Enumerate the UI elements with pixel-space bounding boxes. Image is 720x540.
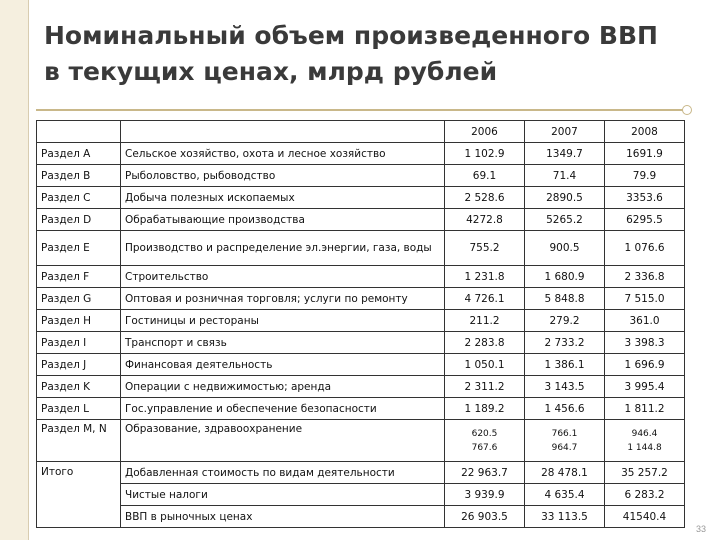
- row-code: Раздел B: [37, 165, 121, 187]
- value-2007: 1 680.9: [525, 266, 605, 288]
- value-2008: 79.9: [605, 165, 685, 187]
- side-decoration-line: [28, 0, 29, 540]
- value-2008: 1 811.2: [605, 398, 685, 420]
- table-row: [37, 231, 685, 266]
- table-row: [37, 187, 685, 209]
- table-row: [37, 376, 685, 398]
- table-row: [37, 310, 685, 332]
- value-2007: 28 478.1: [525, 462, 605, 484]
- value-2007: 900.5: [525, 231, 605, 266]
- title-divider-line: [36, 109, 688, 111]
- value-2006-b: 767.6: [471, 442, 498, 453]
- value-2007-b: 964.7: [551, 442, 578, 453]
- value-2008: 1 076.6: [605, 231, 685, 266]
- slide-title-line-2: в текущих ценах, млрд рублей: [44, 57, 498, 86]
- value-2006: 22 963.7: [445, 462, 525, 484]
- side-decoration-band: [0, 0, 28, 540]
- table-row: [37, 209, 685, 231]
- row-code: Раздел G: [37, 288, 121, 310]
- value-2007: 33 113.5: [525, 506, 605, 528]
- row-name: Гос.управление и обеспечение безопасности: [121, 398, 445, 420]
- year-header-2007: 2007: [525, 121, 605, 143]
- table-row: [37, 332, 685, 354]
- row-name: Образование, здравоохранение: [121, 420, 445, 462]
- table-row-mn: [37, 420, 685, 462]
- value-2007: 279.2: [525, 310, 605, 332]
- value-2008: 361.0: [605, 310, 685, 332]
- row-name: Чистые налоги: [121, 484, 445, 506]
- value-2006: 2 283.8: [445, 332, 525, 354]
- value-2006: 69.1: [445, 165, 525, 187]
- value-2008: [605, 420, 685, 462]
- value-2007: 71.4: [525, 165, 605, 187]
- slide-title-line-1: Номинальный объем произведенного ВВП: [44, 21, 658, 50]
- value-2007: [525, 420, 605, 462]
- table-row: [37, 143, 685, 165]
- value-2006: 2 528.6: [445, 187, 525, 209]
- table-row: [37, 266, 685, 288]
- table-row: [37, 165, 685, 187]
- table-row: [37, 398, 685, 420]
- row-code: Раздел H: [37, 310, 121, 332]
- value-2007: 3 143.5: [525, 376, 605, 398]
- value-2006: 4272.8: [445, 209, 525, 231]
- value-2008: 6295.5: [605, 209, 685, 231]
- header-empty-cell: [121, 121, 445, 143]
- header-empty-cell: [37, 121, 121, 143]
- value-2007: 5265.2: [525, 209, 605, 231]
- value-2008: 7 515.0: [605, 288, 685, 310]
- row-code: Раздел J: [37, 354, 121, 376]
- row-name: Операции с недвижимостью; аренда: [121, 376, 445, 398]
- row-code: Раздел I: [37, 332, 121, 354]
- row-name: Строительство: [121, 266, 445, 288]
- value-2006: [445, 420, 525, 462]
- row-code: Раздел M, N: [37, 420, 121, 462]
- row-name: Финансовая деятельность: [121, 354, 445, 376]
- value-2007-a: 766.1: [551, 428, 578, 439]
- value-2006: 2 311.2: [445, 376, 525, 398]
- value-2006: 1 189.2: [445, 398, 525, 420]
- row-name: ВВП в рыночных ценах: [121, 506, 445, 528]
- title-divider-dot: [682, 105, 692, 115]
- row-name: Производство и распределение эл.энергии, газа, воды: [121, 231, 445, 266]
- value-2008: 6 283.2: [605, 484, 685, 506]
- value-2006-a: 620.5: [471, 428, 498, 439]
- table-row: [37, 288, 685, 310]
- row-code: Раздел D: [37, 209, 121, 231]
- row-name: Оптовая и розничная торговля; услуги по ремонту: [121, 288, 445, 310]
- row-code: Раздел E: [37, 231, 121, 266]
- slide-title: [44, 18, 684, 90]
- value-2008: 3 398.3: [605, 332, 685, 354]
- section-rows: [37, 143, 685, 420]
- value-2006: 4 726.1: [445, 288, 525, 310]
- row-code: Раздел F: [37, 266, 121, 288]
- totals-code: Итого: [37, 462, 121, 528]
- value-2007: 4 635.4: [525, 484, 605, 506]
- value-2006: 755.2: [445, 231, 525, 266]
- value-2008: 1691.9: [605, 143, 685, 165]
- row-name: Транспорт и связь: [121, 332, 445, 354]
- year-header-2006: 2006: [445, 121, 525, 143]
- value-2007: 2 733.2: [525, 332, 605, 354]
- value-2006: 1 102.9: [445, 143, 525, 165]
- value-2007: 2890.5: [525, 187, 605, 209]
- row-name: Гостиницы и рестораны: [121, 310, 445, 332]
- totals-row-net-taxes: [37, 484, 685, 506]
- row-name: Добыча полезных ископаемых: [121, 187, 445, 209]
- table-header-row: [37, 121, 685, 143]
- value-2008: 1 696.9: [605, 354, 685, 376]
- row-name: Рыболовство, рыбоводство: [121, 165, 445, 187]
- value-2006: 1 050.1: [445, 354, 525, 376]
- value-2007: 1 456.6: [525, 398, 605, 420]
- table-row: [37, 354, 685, 376]
- row-name: Обрабатывающие производства: [121, 209, 445, 231]
- value-2008-a: 946.4: [631, 428, 658, 439]
- row-code: Раздел L: [37, 398, 121, 420]
- value-2006: 211.2: [445, 310, 525, 332]
- value-2008: 41540.4: [605, 506, 685, 528]
- gdp-table: [36, 120, 685, 528]
- value-2008: 2 336.8: [605, 266, 685, 288]
- year-header-2008: 2008: [605, 121, 685, 143]
- value-2008-b: 1 144.8: [627, 442, 662, 453]
- row-code: Раздел A: [37, 143, 121, 165]
- value-2007: 1349.7: [525, 143, 605, 165]
- value-2008: 35 257.2: [605, 462, 685, 484]
- row-name: Добавленная стоимость по видам деятельности: [121, 462, 445, 484]
- value-2008: 3353.6: [605, 187, 685, 209]
- row-code: Раздел C: [37, 187, 121, 209]
- value-2006: 1 231.8: [445, 266, 525, 288]
- value-2007: 5 848.8: [525, 288, 605, 310]
- value-2007: 1 386.1: [525, 354, 605, 376]
- row-name: Сельское хозяйство, охота и лесное хозяйство: [121, 143, 445, 165]
- totals-row-value-added: [37, 462, 685, 484]
- row-code: Раздел K: [37, 376, 121, 398]
- title-divider: [36, 104, 692, 116]
- value-2006: 26 903.5: [445, 506, 525, 528]
- value-2006: 3 939.9: [445, 484, 525, 506]
- page-number: 33: [695, 524, 706, 534]
- totals-row-gdp: [37, 506, 685, 528]
- value-2008: 3 995.4: [605, 376, 685, 398]
